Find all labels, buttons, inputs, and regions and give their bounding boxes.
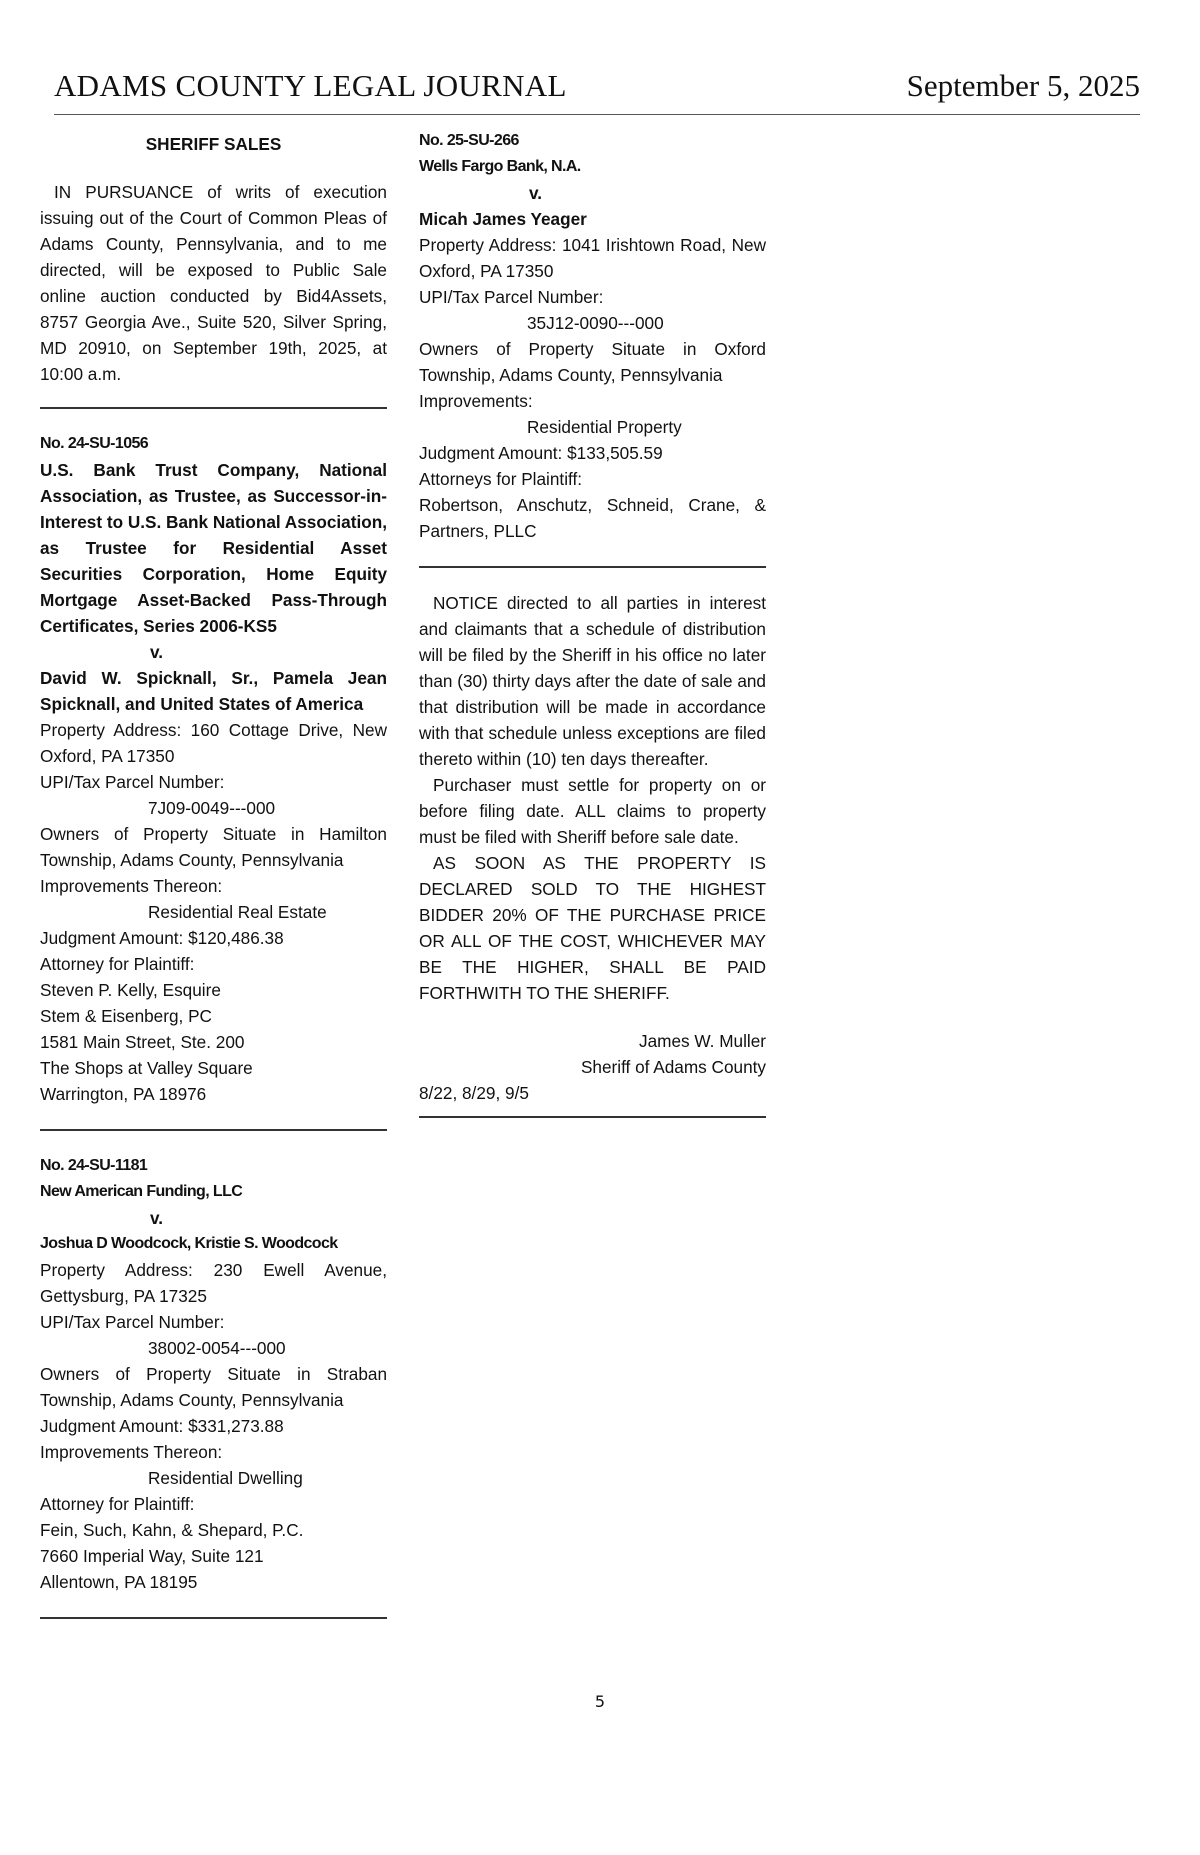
case-number: No. 24-SU-1056 [40, 435, 149, 452]
attorney-label: Attorneys for Plaintiff: [419, 469, 583, 489]
property-owners: Owners of Property Situate in Hamilton Township, Adams County, Pennsylvania [40, 824, 387, 870]
signature-title: Sheriff of Adams County [580, 1057, 766, 1077]
listing-24-su-1056 [40, 431, 387, 1107]
improvements-value: Residential Real Estate [148, 902, 327, 922]
attorney-line: Stem & Eisenberg, PC [40, 1006, 212, 1026]
right-column [419, 128, 766, 1118]
attorney-label: Attorney for Plaintiff: [40, 954, 195, 974]
attorney-label: Attorney for Plaintiff: [40, 1494, 195, 1514]
left-column [40, 128, 387, 1619]
judgment-amount: Judgment Amount: $331,273.88 [40, 1416, 284, 1436]
parcel-label: UPI/Tax Parcel Number: [40, 1312, 225, 1332]
notice-paragraph: AS SOON AS THE PROPERTY IS DECLARED SOLD TO THE HIGHEST BIDDER 20% OF THE PURCHASE PRICE OR ALL OF THE COST, WHICHEVER MAY BE THE HIGHER, SHALL BE PAID FORTHWITH TO THE SHERIFF. [419, 853, 766, 1003]
property-owners: Owners of Property Situate in Oxford Township, Adams County, Pennsylvania [419, 339, 766, 385]
judgment-amount: Judgment Amount: $133,505.59 [419, 443, 663, 463]
defendant-name: David W. Spicknall, Sr., Pamela Jean Spicknall, and United States of America [40, 668, 387, 714]
journal-title: ADAMS COUNTY LEGAL JOURNAL [54, 68, 567, 103]
attorney-line: Warrington, PA 18976 [40, 1084, 207, 1104]
judgment-amount: Judgment Amount: $120,486.38 [40, 928, 284, 948]
attorney-line: Steven P. Kelly, Esquire [40, 980, 221, 1000]
property-address: Property Address: 1041 Irishtown Road, New Oxford, PA 17350 [419, 235, 766, 281]
section-heading: SHERIFF SALES [145, 134, 282, 154]
parcel-label: UPI/Tax Parcel Number: [419, 287, 604, 307]
defendant-name: Joshua D Woodcock, Kristie S. Woodcock [40, 1235, 338, 1252]
parcel-label: UPI/Tax Parcel Number: [40, 772, 225, 792]
publication-dates: 8/22, 8/29, 9/5 [419, 1083, 529, 1103]
plaintiff-name: U.S. Bank Trust Company, National Association, as Trustee, as Successor-in-Interest to U.S. Bank National Association, as Trustee for Residential Asset Securities Corporation, Home Equity Mortgage Asset-Backed Pass-Through Certificates, Series 2006-KS5 [40, 460, 387, 636]
case-number: No. 25-SU-266 [419, 132, 519, 149]
improvements-label: Improvements: [419, 391, 533, 411]
property-address: Property Address: 230 Ewell Avenue, Gettysburg, PA 17325 [40, 1260, 387, 1306]
notice-paragraph: NOTICE directed to all parties in interest and claimants that a schedule of distribution will be filed by the Sheriff in his office no later than (30) thirty days after the date of sale and that distribution will be made in accordance with that schedule unless exceptions are filed thereto within (10) ten days thereafter. [419, 593, 766, 769]
versus-label: v. [150, 1208, 164, 1228]
property-owners: Owners of Property Situate in Straban Township, Adams County, Pennsylvania [40, 1364, 387, 1410]
defendant-name: Micah James Yeager [419, 209, 587, 229]
attorney-line: Allentown, PA 18195 [40, 1572, 198, 1592]
parcel-number: 38002-0054---000 [148, 1338, 286, 1358]
divider [419, 1116, 766, 1118]
divider [40, 1617, 387, 1619]
improvements-label: Improvements Thereon: [40, 876, 223, 896]
plaintiff-name: New American Funding, LLC [40, 1183, 243, 1200]
page-header [54, 64, 1140, 115]
versus-label: v. [529, 183, 543, 203]
page-number: 5 [594, 1692, 606, 1711]
parcel-number: 35J12-0090---000 [527, 313, 664, 333]
issue-date: September 5, 2025 [906, 68, 1140, 103]
intro-paragraph: IN PURSUANCE of writs of execution issuing out of the Court of Common Pleas of Adams County, Pennsylvania, and to me directed, will be exposed to Public Sale online auction conducted by Bid4Assets, 8757 Georgia Ave., Suite 520, Silver Spring, MD 20910, on September 19th, 2025, at 10:00 a.m. [40, 182, 387, 384]
notice-paragraph: Purchaser must settle for property on or before filing date. ALL claims to property must be filed with Sheriff before sale date. [419, 775, 766, 847]
listing-24-su-1181 [40, 1153, 387, 1595]
parcel-number: 7J09-0049---000 [148, 798, 276, 818]
plaintiff-name: Wells Fargo Bank, N.A. [419, 158, 581, 175]
attorney-line: 1581 Main Street, Ste. 200 [40, 1032, 245, 1052]
signature-name: James W. Muller [638, 1031, 766, 1051]
improvements-label: Improvements Thereon: [40, 1442, 223, 1462]
improvements-value: Residential Dwelling [148, 1468, 303, 1488]
attorney-line: 7660 Imperial Way, Suite 121 [40, 1546, 264, 1566]
attorney-line: Robertson, Anschutz, Schneid, Crane, & Partners, PLLC [419, 495, 766, 541]
distribution-notice [419, 590, 766, 1106]
property-address: Property Address: 160 Cottage Drive, New Oxford, PA 17350 [40, 720, 387, 766]
attorney-line: Fein, Such, Kahn, & Shepard, P.C. [40, 1520, 304, 1540]
case-number: No. 24-SU-1181 [40, 1157, 148, 1174]
versus-label: v. [150, 642, 164, 662]
attorney-line: The Shops at Valley Square [40, 1058, 253, 1078]
listing-25-su-266 [419, 128, 766, 544]
improvements-value: Residential Property [527, 417, 682, 437]
